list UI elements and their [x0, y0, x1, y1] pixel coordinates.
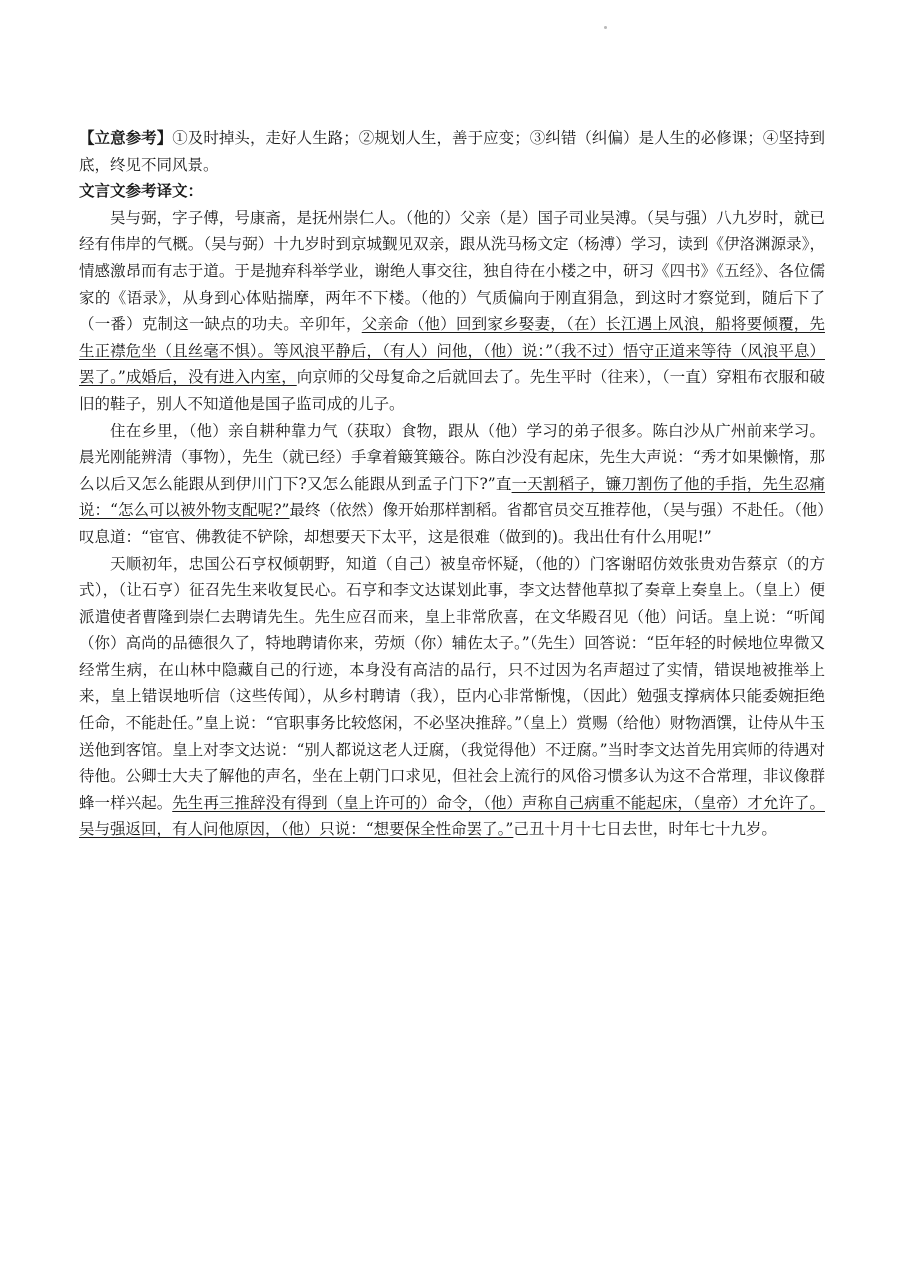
paragraph-3-text-a: 天顺初年，忠国公石亨权倾朝野，知道（自己）被皇帝怀疑，（他的）门客谢昭仿效张贵劝告蔡京（的方式），（让石亨）征召先生来收复民心。石亨和李文达谋划此事，李文达替他草拟了奏章上奏皇上。（皇上）便派遣使者曹隆到崇仁去聘请先生。先生应召而来，皇上非常欣喜，在文华殿召见（他）问话。皇上说：“听闻（你）高尚的品德很久了，特地聘请你来，劳烦（你）辅佐太子。”（先生）回答说：“臣年轻的时候地位卑微又经常生病，在山林中隐藏自己的行迹，本身没有高洁的品行，只不过因为名声超过了实情，错误地被推举上来，皇上错误地听信（这些传闻），从乡村聘请（我），臣内心非常惭愧，（因此）勉强支撑病体只能委婉拒绝任命，不能赴任。”皇上说：“官职事务比较悠闲，不必坚决推辞。”（皇上）赏赐（给他）财物酒馔，让侍从牛玉送他到客馆。皇上对李文达说：“别人都说这老人迂腐，（我觉得他）不迂腐。”当时李文达首先用宾师的待遇对待他。公卿士大夫了解他的声名，坐在上朝门口求见，但社会上流行的风俗习惯多认为这不合常理，非议像群蜂一样兴起。 [79, 554, 825, 812]
section-title: 文言文参考译文： [79, 181, 204, 201]
paragraph-2-text-b: 最终（依然）像开始那样割稻。省都官员交互推荐他，（吴与强）不赴任。（他）叹息道：“宦官、佛教徒不铲除，却想要天下太平，这是很难（做到的)。我出仕有什么用呢!” [79, 501, 825, 546]
paragraph-3-text-b: 己丑十月十七日去世，时年七十九岁。 [513, 820, 777, 839]
paragraph-1 [79, 205, 825, 418]
document-body [79, 125, 825, 843]
theme-reference-label: 【立意参考】 [79, 128, 173, 147]
paragraph-2-underlined: 一天割稻子，镰刀割伤了他的手指，先生忍痛说：“怎么可以被外物支配呢?” [79, 474, 825, 520]
scan-mark [604, 26, 607, 29]
theme-reference [79, 125, 825, 178]
paragraph-1-text-a: 吴与弼，字子傅，号康斋，是抚州崇仁人。（他的）父亲（是）国子司业吴溥。（吴与强）八九岁时，就已经有伟岸的气概。（吴与弼）十九岁时到京城觐见双亲，跟从洗马杨文定（杨溥）学习，读到《伊洛渊源录》，情感激昂而有志于道。于是抛弃科举学业，谢绝人事交往，独自待在小楼之中，研习《四书》《五经》、各位儒家的《语录》，从身到心体贴揣摩，两年不下楼。（他的）气质偏向于刚直狷急，到这时才察觉到，随后下了（一番）克制这一缺点的功夫。辛卯年， [79, 208, 825, 334]
paragraph-3 [79, 551, 825, 844]
paragraph-2-text-a: 住在乡里，（他）亲自耕种靠力气（获取）食物，跟从（他）学习的弟子很多。陈白沙从广州前来学习。晨光刚能辨清（事物），先生（就已经）手拿着簸箕簸谷。陈白沙没有起床，先生大声说：“秀才如果懒惰，那么以后又怎么能跟从到伊川门下?又怎么能跟从到孟子门下?”直 [79, 421, 825, 493]
paragraph-1-text-b: 向京师的父母复命之后就回去了。先生平时（往来），（一直）穿粗布衣服和破旧的鞋子，别人不知道他是国子监司成的儿子。 [79, 368, 825, 413]
theme-reference-text: ①及时掉头，走好人生路；②规划人生，善于应变；③纠错（纠偏）是人生的必修课；④坚持到底，终见不同风景。 [79, 129, 825, 174]
paragraph-1-underlined: 父亲命（他）回到家乡娶妻，（在）长江遇上风浪，船将要倾覆，先生正襟危坐（且丝毫不惧）。等风浪平静后，（有人）问他，（他）说：”（我不过）悟守正道来等待（风浪平息）罢了。”成婚后，没有进入内室， [79, 315, 825, 387]
paragraph-2 [79, 418, 825, 551]
paragraph-3-underlined: 先生再三推辞没有得到（皇上许可的）命令，（他）声称自己病重不能起床，（皇帝）才允许了。吴与强返回，有人问他原因，（他）只说：“想要保全性命罢了。” [79, 793, 825, 839]
